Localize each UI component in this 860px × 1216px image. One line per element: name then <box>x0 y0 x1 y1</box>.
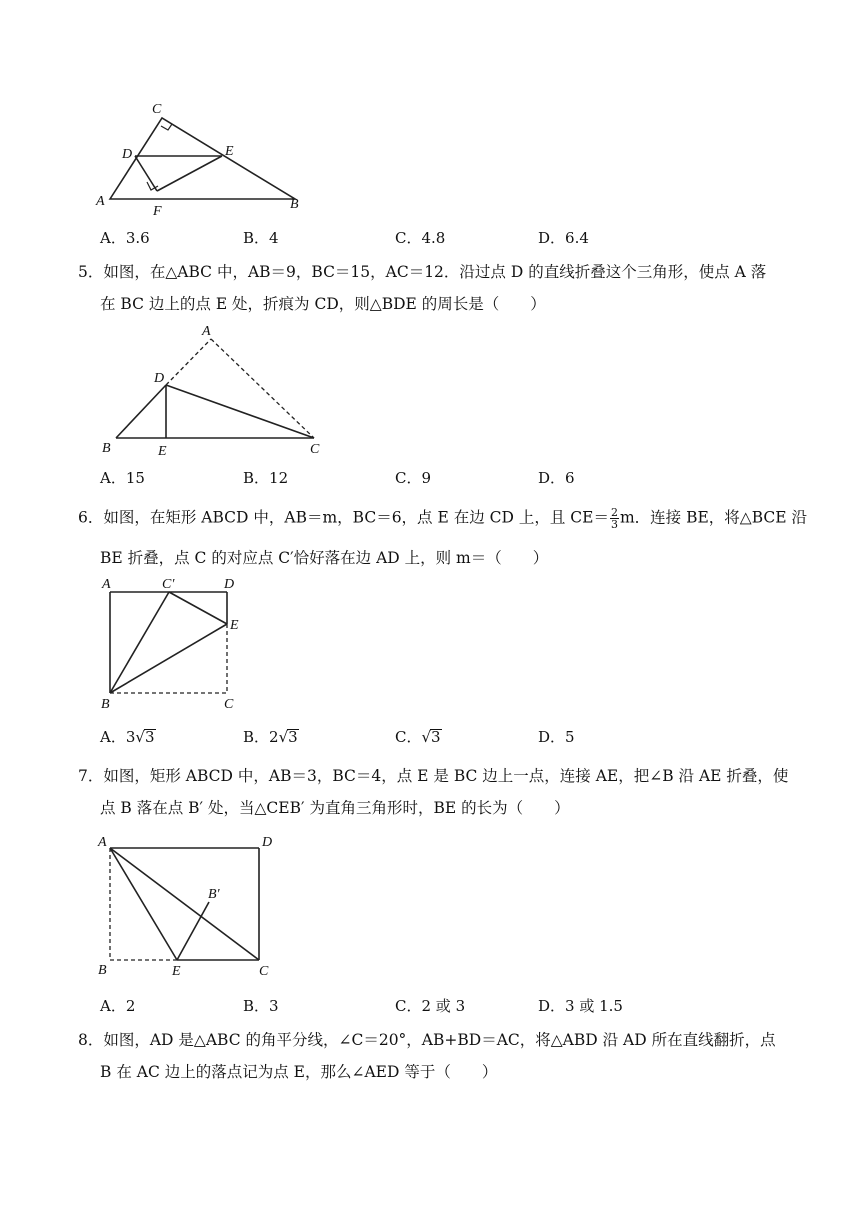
q7-option-b[interactable]: B．3 <box>243 997 279 1015</box>
label-b: B <box>102 441 111 456</box>
segment-be <box>110 624 227 693</box>
q6-fraction: $\frac{2}{3}$ <box>610 506 618 531</box>
q5-option-c[interactable]: C．9 <box>395 469 432 487</box>
segment-da <box>166 339 211 385</box>
q8-stem-line2: B 在 AC 边上的落点记为点 E，那么∠AED 等于（ ） <box>100 1063 498 1081</box>
label-e: E <box>158 444 167 459</box>
q6-stem-line2: BE 折叠，点 C 的对应点 C′恰好落在边 AD 上，则 m＝（ ） <box>100 549 549 567</box>
label-b: B <box>290 197 299 212</box>
question-7 <box>78 766 798 816</box>
segment-bcp <box>110 592 169 693</box>
q6-options <box>100 726 800 748</box>
q8-stem-line1: 8．如图，AD 是△ABC 的角平分线，∠C＝20°，AB+BD＝AC，将△ABD 沿 AD 所在直线翻折，点 <box>78 1031 776 1049</box>
q5-option-a[interactable]: A．15 <box>100 469 145 487</box>
q6-option-c[interactable]: C．√3 <box>395 728 441 746</box>
segment-ac <box>110 848 259 960</box>
label-c: C <box>152 102 162 117</box>
q7-figure <box>92 832 292 980</box>
label-a: A <box>98 835 107 850</box>
label-a: A <box>102 577 111 592</box>
label-a: A <box>96 194 105 209</box>
segment-cpe <box>169 592 227 624</box>
segment-ac <box>211 339 314 438</box>
q6-option-a[interactable]: A．3√3 <box>100 728 155 746</box>
label-a: A <box>202 324 211 339</box>
segment-ae <box>110 848 177 960</box>
q4-figure <box>90 98 320 216</box>
label-d: D <box>122 147 133 162</box>
q4-option-c[interactable]: C．4.8 <box>395 229 446 247</box>
q5-option-b[interactable]: B．12 <box>243 469 289 487</box>
q7-option-c[interactable]: C．2 或 3 <box>395 997 466 1015</box>
segment-df <box>135 156 157 191</box>
question-5 <box>78 262 798 312</box>
label-e: E <box>230 618 239 633</box>
segment-bd <box>116 385 166 438</box>
q7-option-a[interactable]: A．2 <box>100 997 136 1015</box>
label-b: B <box>98 963 107 978</box>
q7-stem-line1: 7．如图，矩形 ABCD 中，AB＝3，BC＝4，点 E 是 BC 边上一点，连接 AE，把∠B 沿 AE 折叠，使 <box>78 767 789 785</box>
label-c: C <box>224 697 234 712</box>
question-6 <box>78 503 807 567</box>
q5-stem-line2: 在 BC 边上的点 E 处，折痕为 CD，则△BDE 的周长是（ ） <box>100 295 546 313</box>
right-angle-mark-c <box>161 124 172 130</box>
label-b: B <box>101 697 110 712</box>
question-8 <box>78 1030 798 1080</box>
q5-stem-line1: 5．如图，在△ABC 中，AB＝9，BC＝15，AC＝12．沿过点 D 的直线折叠这个三角形，使点 A 落 <box>78 263 767 281</box>
q4-option-d[interactable]: D．6.4 <box>538 229 589 247</box>
q6-stem-line1: 6．如图，在矩形 ABCD 中，AB＝m，BC＝6，点 E 在边 CD 上，且 CE＝ $\frac{2}{3}$ m．连接 BE，将△BCE 沿 <box>78 506 807 531</box>
label-c: C <box>310 442 320 457</box>
label-c: C <box>259 964 269 979</box>
q5-option-d[interactable]: D．6 <box>538 469 575 487</box>
q4-options <box>100 227 800 249</box>
label-f: F <box>153 204 162 216</box>
label-d: D <box>262 835 273 850</box>
triangle-abc <box>110 118 295 199</box>
q5-options <box>100 467 800 489</box>
label-bp: B′ <box>208 887 220 902</box>
label-d: D <box>154 371 165 386</box>
q7-stem-line2: 点 B 落在点 B′ 处，当△CEB′ 为直角三角形时，BE 的长为（ ） <box>100 799 570 817</box>
label-cp: C′ <box>162 577 175 592</box>
q7-option-d[interactable]: D．3 或 1.5 <box>538 997 623 1015</box>
segment-fe <box>157 156 222 191</box>
q7-options <box>100 995 800 1017</box>
q4-option-a[interactable]: A．3.6 <box>100 229 150 247</box>
segment-dc <box>166 385 314 438</box>
q6-option-b[interactable]: B．2√3 <box>243 728 298 746</box>
q6-figure <box>96 575 256 715</box>
q5-figure <box>96 322 336 462</box>
q4-option-b[interactable]: B．4 <box>243 229 279 247</box>
q6-option-d[interactable]: D．5 <box>538 728 575 746</box>
label-e: E <box>225 144 234 159</box>
label-d: D <box>224 577 235 592</box>
label-e: E <box>172 964 181 979</box>
